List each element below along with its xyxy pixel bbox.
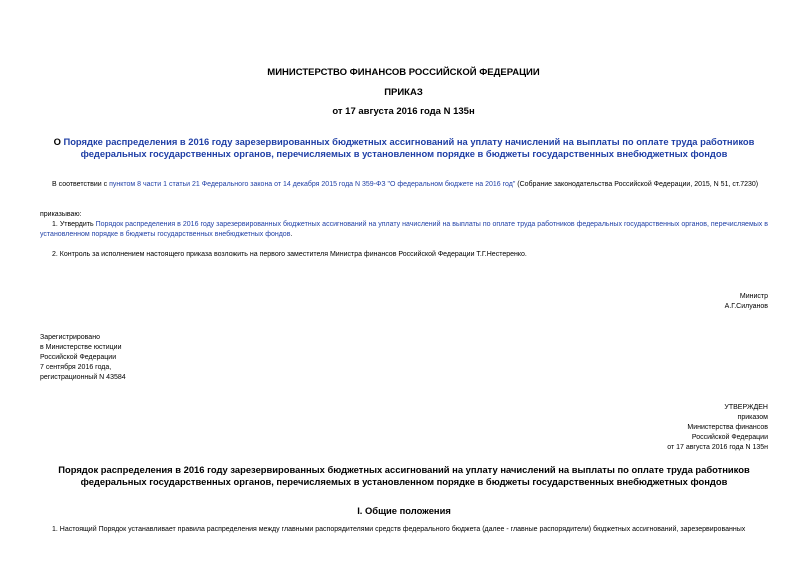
registration-block (40, 333, 126, 383)
federal-law-link[interactable]: пунктом 8 части 1 статьи 21 Федерального закона от 14 декабря 2015 года N 359-ФЗ "О федеральном бюджете на 2016 год" (109, 181, 516, 188)
item-1-paragraph (40, 220, 768, 240)
registration-line: регистрационный N 43584 (40, 374, 126, 381)
approval-line: УТВЕРЖДЕН (724, 404, 768, 411)
preamble-text-1: В соответствии с (52, 181, 110, 188)
section-1-paragraph-1: 1. Настоящий Порядок устанавливает правила распределения между главными распорядителями средств федерального бюджета (далее - главные распорядители) бюджетных ассигнований, зарезервированных (52, 526, 746, 533)
orders-word: приказываю: (40, 211, 82, 218)
order-date-number: от 17 августа 2016 года N 135н (332, 106, 475, 117)
approval-line: Российской Федерации (691, 434, 768, 441)
registration-line: 7 сентября 2016 года, (40, 364, 112, 371)
ministry-heading: МИНИСТЕРСТВО ФИНАНСОВ РОССИЙСКОЙ ФЕДЕРАЦИИ (267, 67, 540, 78)
doc-type-heading: ПРИКАЗ (384, 87, 423, 98)
preamble-paragraph (40, 180, 768, 190)
section-1-title: I. Общие положения (357, 505, 451, 516)
item-1-end: . (290, 231, 293, 238)
item-2-paragraph: 2. Контроль за исполнением настоящего приказа возложить на первого заместителя Министра финансов Российской Федерации Т.Г.Нестеренко. (52, 251, 527, 258)
registration-line: Российской Федерации (40, 354, 117, 361)
order-title-link[interactable]: Порядке распределения в 2016 году зарезервированных бюджетных ассигнований на уплату начислений на выплаты по оплате труда работников федеральных государственных органов, перечисляемых в установленном порядке в бюджеты государственных внебюджетных фондов (63, 136, 755, 159)
approval-line: от 17 августа 2016 года N 135н (667, 444, 768, 451)
order-title-prefix: О (53, 136, 64, 147)
preamble-text-2: (Собрание законодательства Российской Федерации, 2015, N 51, ст.7230) (515, 181, 759, 188)
registration-line: в Министерстве юстиции (40, 344, 122, 351)
approval-line: приказом (737, 414, 768, 421)
registration-line: Зарегистрировано (40, 334, 100, 341)
approval-line: Министерства финансов (687, 424, 768, 431)
item-1-text: 1. Утвердить (52, 221, 96, 228)
approval-block (500, 403, 768, 453)
procedure-link[interactable]: Порядок распределения в 2016 году зарезервированных бюджетных ассигнований на уплату начислений на выплаты по оплате труда работников федеральных государственных органов, перечисляемых в установленном порядке в бюджеты государственных внебюджетных фондов (40, 221, 769, 238)
procedure-title: Порядок распределения в 2016 году зарезервированных бюджетных ассигнований на уплату начислений на выплаты по оплате труда работников федеральных государственных органов, перечисляемых в установленном порядке в бюджеты государственных внебюджетных фондов (58, 464, 750, 487)
signature-position: Министр (739, 293, 768, 300)
order-title (40, 136, 768, 160)
signature-name: А.Г.Силуанов (724, 303, 768, 310)
